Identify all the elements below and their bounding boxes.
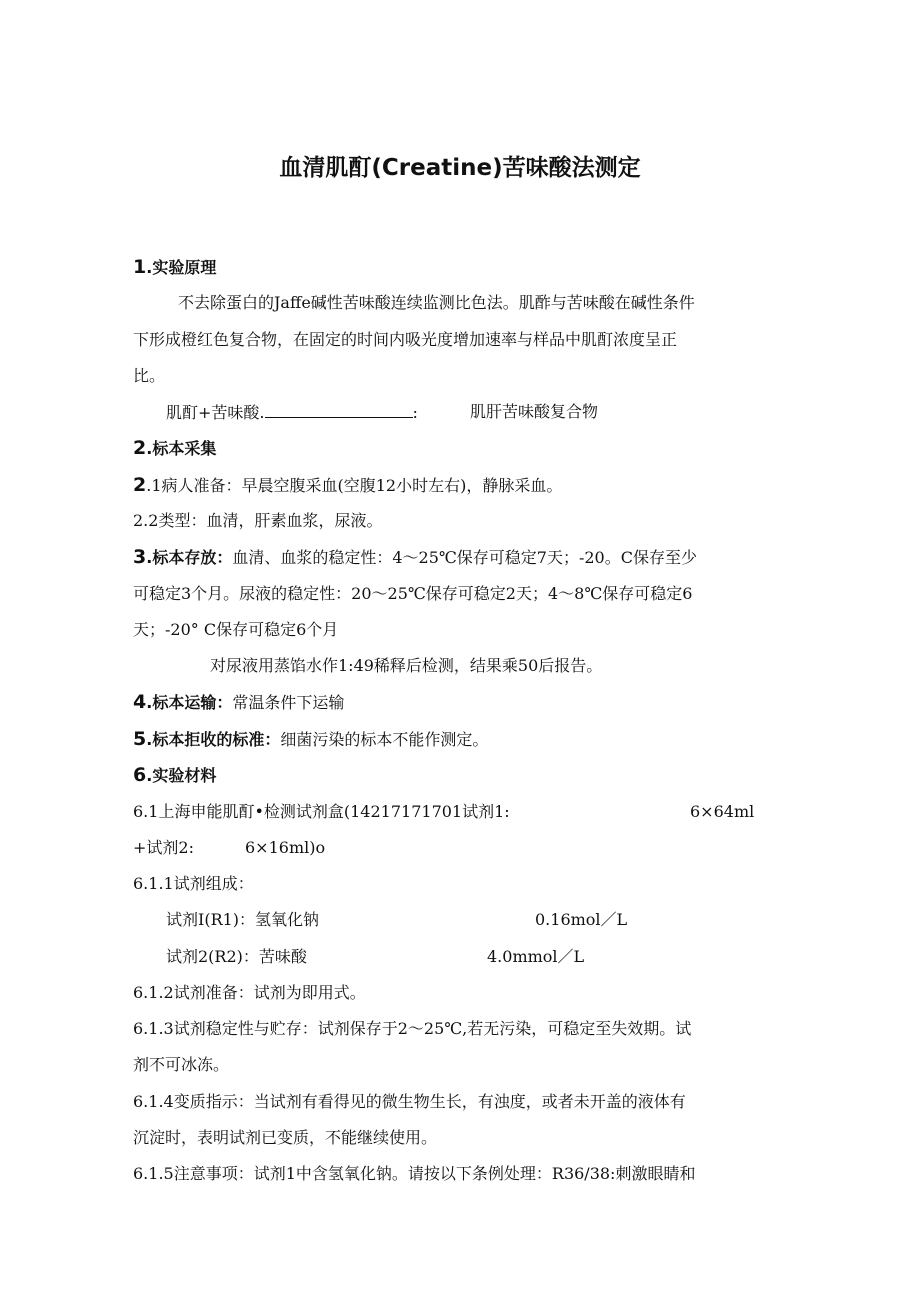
subsection-6-1-2: 6.1.2试剂准备：试剂为即用式。 <box>133 983 366 1002</box>
subsection-6-1-5: 6.1.5注意事项：试剂1中含氢氧化钠。请按以下条例处理：R36/38:刺激眼睛和 <box>133 1164 696 1183</box>
kit-line: 6.1上海申能肌酊•检测试剂盒(14217171701试剂1: <box>133 802 510 821</box>
kit-quantity: 6×64ml <box>690 802 755 821</box>
paragraph-line: 比。 <box>133 366 166 385</box>
paragraph-line: 剂不可冰冻。 <box>133 1055 230 1074</box>
section-number: 2 <box>133 437 147 459</box>
section-title: .标本拒收的标准： <box>146 730 281 749</box>
equation-colon: : <box>412 403 418 422</box>
subsection-text: .1病人准备：早晨空腹采血(空腹12小时左右)，静脉采血。 <box>146 476 563 495</box>
reagent-2-name: 试剂2(R2)：苦味酸 <box>166 947 307 966</box>
reagent-1-name: 试剂I(R1)：氢氧化钠 <box>166 910 320 929</box>
subsection-2-1 <box>133 474 562 497</box>
subsection-6-1-4: 6.1.4变质指示：当试剂有看得见的微生物生长，有浊度，或者未开盖的液体有 <box>133 1092 686 1111</box>
reagent-2-concentration: 4.0mmol／L <box>487 947 585 966</box>
section-title: .标本存放： <box>146 548 233 567</box>
paragraph-line: 可稳定3个月。尿液的稳定性：20～25℃保存可稳定2天；4～8℃保存可稳定6 <box>133 584 693 603</box>
paragraph-line: 不去除蛋白的Jaffe碱性苦味酸连续监测比色法。肌酢与苦味酸在碱性条件 <box>178 293 695 312</box>
section-text: 血清、血浆的稳定性：4～25℃保存可稳定7天；-20。C保存至少 <box>232 548 697 567</box>
section-title: .标本运输： <box>146 693 233 712</box>
section-title: .实验原理 <box>146 258 217 277</box>
subsection-6-1-3: 6.1.3试剂稳定性与贮存：试剂保存于2～25℃,若无污染，可稳定至失效期。试 <box>133 1019 692 1038</box>
section-text: 细菌污染的标本不能作测定。 <box>280 730 489 749</box>
section-3-heading <box>133 546 697 569</box>
section-5-heading <box>133 728 488 751</box>
subsection-6-1-1: 6.1.1试剂组成： <box>133 874 254 893</box>
paragraph-line: 天；-20° C保存可稳定6个月 <box>133 620 339 639</box>
section-number: 1 <box>133 256 147 278</box>
equation-right: 肌肝苦味酸复合物 <box>470 402 599 421</box>
section-1-heading <box>133 256 216 279</box>
kit-line: +试剂2: <box>133 838 194 857</box>
section-number: 4 <box>133 691 147 713</box>
section-4-heading <box>133 691 344 714</box>
paragraph-line: 对尿液用蒸馅水作1:49稀释后检测，结果乘50后报告。 <box>210 656 603 675</box>
section-text: 常温条件下运输 <box>232 693 345 712</box>
section-2-heading <box>133 437 216 460</box>
paragraph-line: 下形成橙红色复合物，在固定的时间内吸光度增加速率与样品中肌酊浓度呈正 <box>133 330 678 349</box>
section-number: 5 <box>133 728 147 750</box>
kit-quantity: 6×16ml)o <box>245 838 326 857</box>
reaction-equation <box>166 401 418 424</box>
subsection-number: 2 <box>133 474 147 496</box>
section-number: 6 <box>133 764 147 786</box>
section-title: .标本采集 <box>146 439 217 458</box>
document-title: 血清肌酊(Creatine)苦味酸法测定 <box>279 155 641 181</box>
subsection-2-2: 2.2类型：血清，肝素血浆，尿液。 <box>133 511 383 530</box>
equation-left: 肌酊+苦味酸. <box>166 403 265 422</box>
paragraph-line: 沉淀时，表明试剂已变质，不能继续使用。 <box>133 1128 438 1147</box>
reagent-1-concentration: 0.16mol／L <box>535 910 628 929</box>
section-title: .实验材料 <box>146 766 217 785</box>
equation-arrow-line <box>265 401 413 418</box>
section-number: 3 <box>133 546 147 568</box>
section-6-heading <box>133 764 216 787</box>
